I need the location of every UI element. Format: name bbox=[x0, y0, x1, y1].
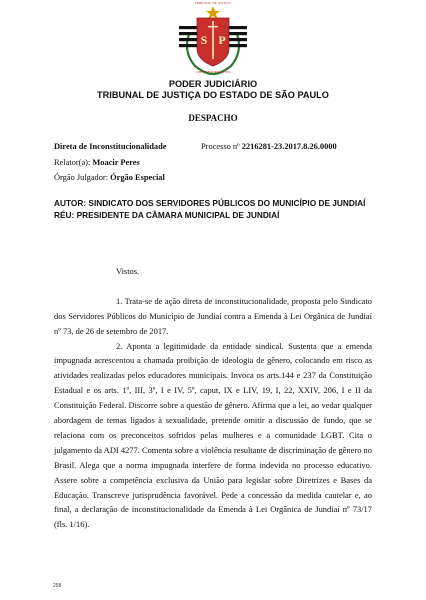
defendant-line: RÉU: PRESIDENTE DA CÂMARA MUNICIPAL DE JUNDIAÍ bbox=[54, 210, 280, 220]
coat-of-arms-icon bbox=[179, 4, 247, 78]
relator-label: Relator(a): bbox=[54, 158, 91, 167]
crest-letter-p: P bbox=[218, 33, 226, 47]
document-type-title: DESPACHO bbox=[188, 113, 238, 123]
plaintiff-line: AUTOR: SINDICATO DOS SERVIDORES PÚBLICOS DO MUNICÍPIO DE JUNDIAÍ bbox=[54, 198, 366, 208]
paragraph-1: 1. Trata-se de ação direta de inconstitucionalidade, proposta pelo Sindicato dos Servidores Públicos do Município de Jundiaí contra a Emenda à Lei Orgânica de Jundiaí nº 73, de 26 de setembro de 2017. bbox=[54, 295, 372, 336]
process-number bbox=[201, 142, 337, 152]
crest-bottom-label: 3 DE FEVEREIRO DE 1874 bbox=[195, 70, 231, 74]
process-label: Processo nº bbox=[201, 142, 240, 151]
paragraph-2: 2. Aponta a legitimidade da entidade sindical. Sustenta que a emenda impugnada acrescentou a chamada proibição de ideologia de gênero, colocando em risco as atividades realizadas pelos educadores municipais. Invoca os arts.144 e 237 da Constituição Estadual e os arts. 1º, III, 3º, I e IV, 5º, caput, IX e LIV, 19, I, 22, XXIV, 206, I e II da Constituição Federal. Discorre sobre a questão de gênero. Afirma que a lei, ao vedar qualquer abordagem de temas ligados à sexualidade, pretende omitir a discussão de fundo, que se relaciona com os preconceitos sofridos pelas mulheres e a comunidade LGBT. Cita o julgamento da ADI 4277. Comenta sobre a violência resultante de discriminação de gênero no Brasil. Alega que a norma impugnada interfere de forma indevida no processo educativo. Assere sobre a competência exclusiva da União para legislar sobre Diretrizes e Bases da Educação. Transcreve jurisprudência favorável. Pede a concessão da medida cautelar e, ao final, a declaração de inconstitucionalidade da Emenda à Lei Orgânica de Jundiaí nº 73/17 (fls. 1/16). bbox=[54, 340, 372, 530]
vistos-paragraph: Vistos. bbox=[116, 266, 140, 276]
court-branch-title: PODER JUDICIÁRIO bbox=[168, 79, 258, 89]
decision-body bbox=[54, 264, 372, 532]
relator bbox=[54, 158, 140, 168]
crest-top-label: TRIBUNAL DE JUSTIÇA bbox=[194, 1, 232, 5]
relator-name: Moacir Peres bbox=[92, 158, 140, 167]
judging-body-name: Órgão Especial bbox=[110, 173, 165, 182]
page-number: 258 bbox=[53, 583, 62, 589]
judging-body-label: Órgão Julgador: bbox=[54, 173, 109, 182]
case-class-value: Direta de Inconstitucionalidade bbox=[54, 142, 167, 151]
judging-body bbox=[54, 173, 165, 183]
case-class bbox=[54, 142, 166, 152]
court-name-title: TRIBUNAL DE JUSTIÇA DO ESTADO DE SÃO PAULO bbox=[97, 90, 329, 100]
crest-letter-s: S bbox=[200, 33, 208, 47]
process-number-value: 2216281-23.2017.8.26.0000 bbox=[241, 142, 337, 151]
